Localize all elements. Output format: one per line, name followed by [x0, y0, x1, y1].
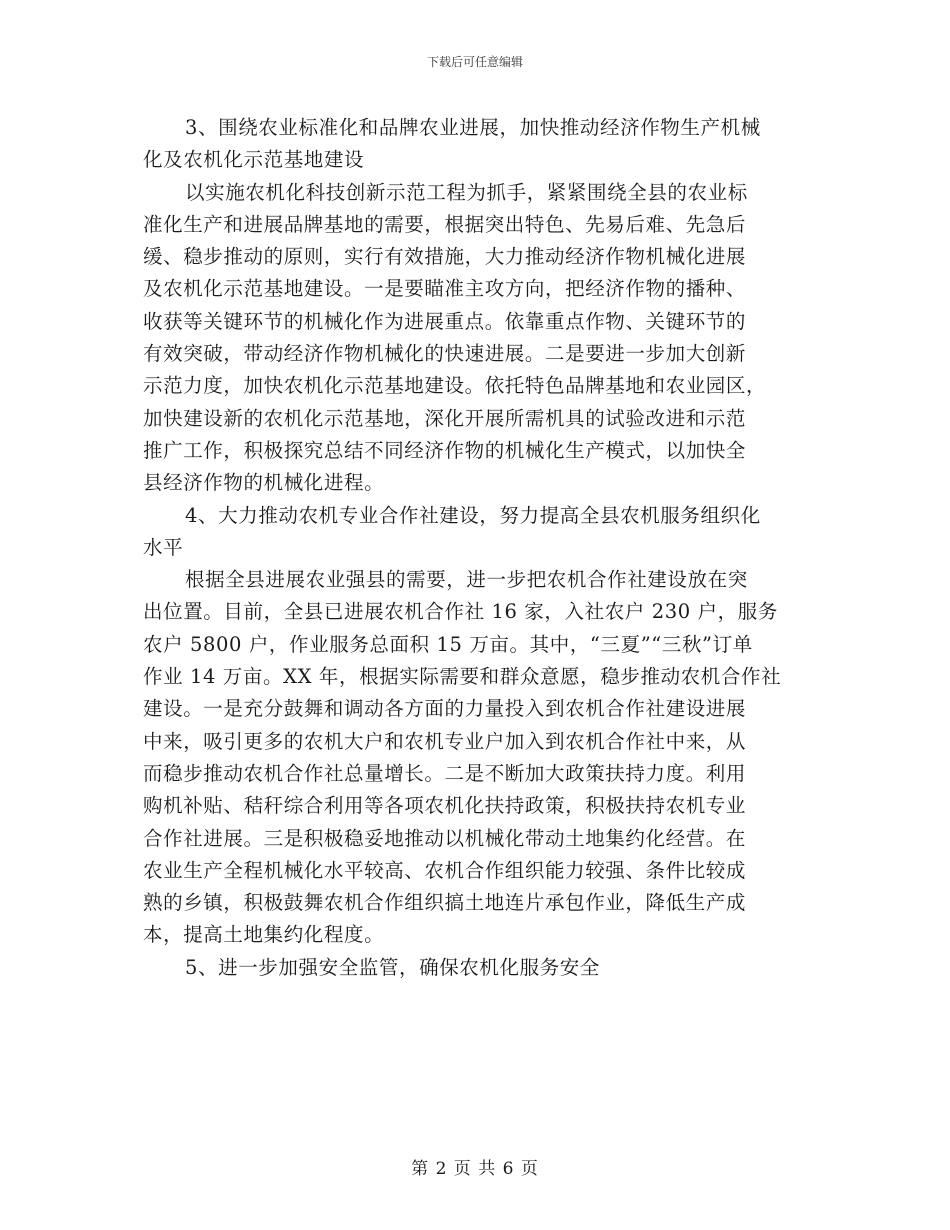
- text-line: 购机补贴、秸秆综合利用等各项农机化扶持政策，积极扶持农机专业: [143, 794, 747, 818]
- page-header: 下载后可任意编辑: [426, 55, 523, 69]
- text-line: 出位置。目前，全县已进展农机合作社 16 家，入社农户 230 户，服务: [143, 600, 778, 624]
- text-line: 而稳步推动农机合作社总量增长。二是不断加大政策扶持力度。利用: [143, 761, 747, 785]
- text-line: 本，提高土地集约化程度。: [143, 923, 385, 947]
- text-line: 准化生产和进展品牌基地的需要，根据突出特色、先易后难、先急后: [143, 212, 747, 236]
- text-line: 及农机化示范基地建设。一是要瞄准主攻方向，把经济作物的播种、: [143, 277, 747, 301]
- text-line: 5、进一步加强安全监管，确保农机化服务安全: [185, 955, 601, 979]
- text-line: 建设。一是充分鼓舞和调动各方面的力量投入到农机合作社建设进展: [143, 697, 747, 721]
- text-line: 化及农机化示范基地建设: [143, 148, 365, 172]
- text-line: 4、大力推动农机专业合作社建设，努力提高全县农机服务组织化: [185, 503, 761, 527]
- text-line: 合作社进展。三是积极稳妥地推动以机械化带动土地集约化经营。在: [143, 826, 747, 850]
- text-line: 有效突破，带动经济作物机械化的快速进展。二是要进一步加大创新: [143, 342, 747, 366]
- text-line: 收获等关键环节的机械化作为进展重点。依靠重点作物、关键环节的: [143, 309, 747, 333]
- text-line: 推广工作，积极探究总结不同经济作物的机械化生产模式，以加快全: [143, 438, 747, 462]
- document-body: [143, 112, 811, 984]
- page-footer: 第 2 页 共 6 页: [411, 1159, 539, 1179]
- text-line: 作业 14 万亩。XX 年，根据实际需要和群众意愿，稳步推动农机合作社: [143, 665, 782, 689]
- text-line: 示范力度，加快农机化示范基地建设。依托特色品牌基地和农业园区，: [143, 374, 767, 398]
- text-line: 缓、稳步推动的原则，实行有效措施，大力推动经济作物机械化进展: [143, 245, 747, 269]
- text-line: 以实施农机化科技创新示范工程为抓手，紧紧围绕全县的农业标: [185, 180, 748, 204]
- text-line: 中来，吸引更多的农机大户和农机专业户加入到农机合作社中来，从: [143, 729, 747, 753]
- text-line: 水平: [143, 535, 184, 559]
- text-line: 根据全县进展农业强县的需要，进一步把农机合作社建设放在突: [185, 568, 748, 592]
- text-line: 熟的乡镇，积极鼓舞农机合作组织搞土地连片承包作业，降低生产成: [143, 891, 747, 915]
- text-line: 加快建设新的农机化示范基地，深化开展所需机具的试验改进和示范: [143, 406, 747, 430]
- text-line: 农户 5800 户，作业服务总面积 15 万亩。其中，“三夏”“三秋”订单: [143, 632, 753, 656]
- text-line: 3、围绕农业标准化和品牌农业进展，加快推动经济作物生产机械: [185, 116, 761, 139]
- text-line: 县经济作物的机械化进程。: [143, 471, 385, 495]
- text-line: 农业生产全程机械化水平较高、农机合作组织能力较强、条件比较成: [143, 858, 747, 882]
